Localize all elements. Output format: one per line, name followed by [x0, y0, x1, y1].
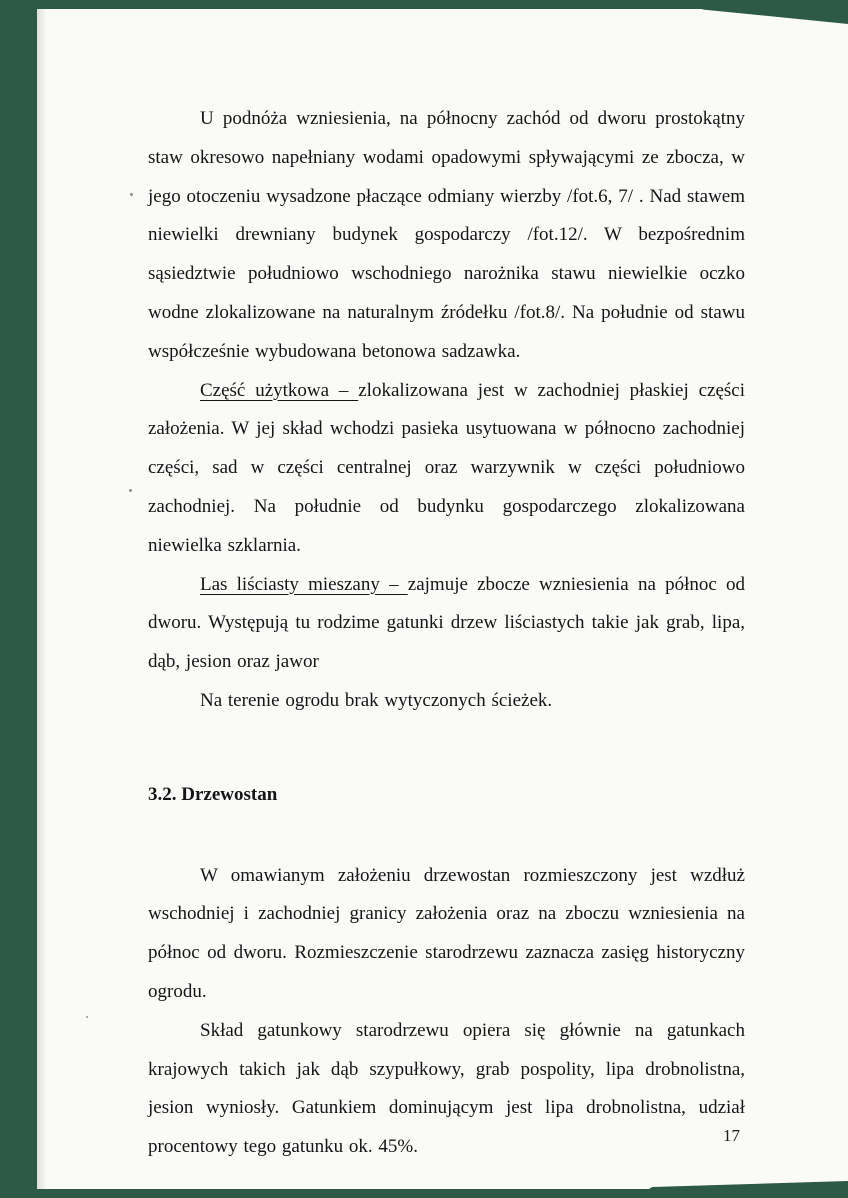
- paragraph-text: zlokalizowana jest w zachodniej płaskiej części założenia. W jej skład wchodzi pasieka usytuowana w północno zachodniej części, sad w części centralnej oraz warzywnik w części południowo zachodniej. Na południe od budynku gospodarczego zlokalizowana niewielka szklarnia.: [148, 379, 746, 556]
- scan-edge-bottom-right: [633, 1181, 848, 1198]
- paragraph: U podnóża wzniesienia, na północny zachód od dworu prostokątny staw okresowo napełniany wodami opadowymi spływającymi ze zbocza, w jego otoczeniu wysadzone płaczące odmiany wierzby /fot.6, 7/ . Nad stawem niewielki drewniany budynek gospodarczy /fot.12/. W bezpośrednim sąsiedztwie południowo wschodniego narożnika stawu niewielkie oczko wodne zlokalizowane na naturalnym źródełku /fot.8/. Na południe od stawu współcześnie wybudowana betonowa sadzawka.: [148, 108, 745, 362]
- paragraph: [148, 566, 745, 682]
- scan-edge-top-right: [680, 0, 848, 24]
- paragraph: Skład gatunkowy starodrzewu opiera się głównie na gatunkach krajowych takich jak dąb szypułkowy, grab pospolity, lipa drobnolistna, jesion wyniosły. Gatunkiem dominującym jest lipa drobnolistna, udział procentowy tego gatunku ok. 45%.: [148, 1019, 745, 1158]
- page-body: [148, 100, 745, 1167]
- paragraph: [148, 372, 745, 566]
- page-edge-shadow: [37, 0, 47, 1198]
- underlined-term: Część użytkowa –: [200, 379, 359, 401]
- paragraph-text: zajmuje zbocze wzniesienia na północ od dworu. Występują tu rodzime gatunki drzew liściastych takie jak grab, lipa, dąb, jesion oraz jawor: [148, 573, 745, 673]
- scan-speck: [129, 489, 132, 492]
- paragraph: W omawianym założeniu drzewostan rozmieszczony jest wzdłuż wschodniej i zachodniej granicy założenia oraz na zboczu wzniesienia na północ od dworu. Rozmieszczenie starodrzewu zaznacza zasięg historyczny ogrodu.: [148, 864, 745, 1002]
- paragraph: Na terenie ogrodu brak wytyczonych ścieżek.: [200, 689, 553, 711]
- scan-speck: [130, 193, 133, 196]
- scan-speck: [86, 1016, 88, 1018]
- scan-edge-left: [0, 0, 37, 1198]
- section-heading: 3.2. Drzewostan: [148, 783, 278, 805]
- underlined-term: Las liściasty mieszany –: [200, 573, 408, 595]
- page-number: 17: [723, 1126, 740, 1145]
